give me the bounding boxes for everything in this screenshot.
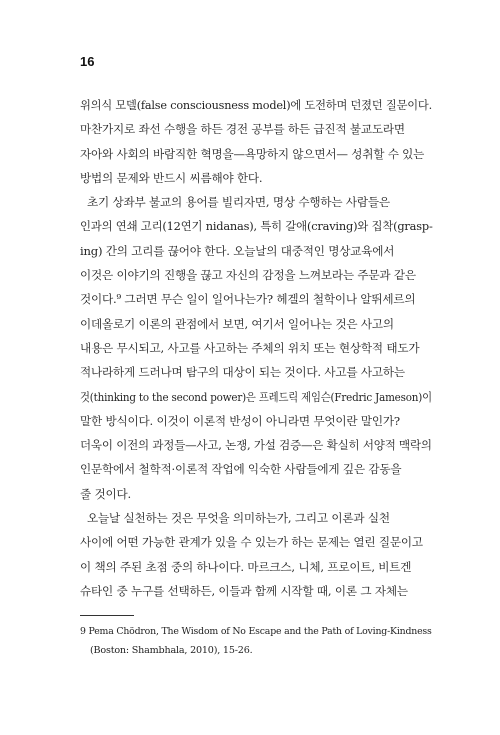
text-line: 더욱이 이전의 과정들—사고, 논쟁, 가설 검증—은 확실히 서양적 맥락의 xyxy=(80,438,432,453)
text-line: 적나라하게 드러나며 탐구의 대상이 되는 것이다. 사고를 사고하는 xyxy=(80,365,405,380)
text-line: 방법의 문제와 반드시 씨름해야 한다. xyxy=(80,170,263,185)
text-line: 오늘날 실천하는 것은 무엇을 의미하는가, 그리고 이론과 실천 xyxy=(80,511,390,526)
text-line: 것이다.⁹ 그러면 무슨 일이 일어나는가? 헤겔의 철학이나 알뛰세르의 xyxy=(80,292,416,307)
text-line: 내용은 무시되고, 사고를 사고하는 주체의 위치 또는 현상학적 태도가 xyxy=(80,340,420,355)
text-line: 이데올로기 이론의 관점에서 보면, 여기서 일어나는 것은 사고의 xyxy=(80,316,394,331)
text-line: 자아와 사회의 바람직한 혁명을—욕망하지 않으면서— 성취할 수 있는 xyxy=(80,146,425,161)
page-number: 16 xyxy=(80,54,95,69)
footnote-line: (Boston: Shambhala, 2010), 15-26. xyxy=(90,645,253,656)
text-line: ing) 간의 고리를 끊어야 한다. 오늘날의 대중적인 명상교육에서 xyxy=(80,243,395,258)
text-line: 사이에 어떤 가능한 관계가 있을 수 있는가 하는 문제는 열린 질문이고 xyxy=(80,535,423,550)
footnote xyxy=(80,622,432,660)
text-line: 슈타인 중 누구를 선택하든, 이들과 함께 시작할 때, 이론 그 자체는 xyxy=(80,583,408,598)
text-line: 이 책의 주된 초점 중의 하나이다. 마르크스, 니체, 프로이트, 비트겐 xyxy=(80,559,412,574)
text-line: 줄 것이다. xyxy=(80,486,131,501)
text-line: 인과의 연쇄 고리(12연기 nidanas), 특히 갈애(craving)와 집착(grasp- xyxy=(80,219,433,234)
text-line: 초기 상좌부 불교의 용어를 빌리자면, 명상 수행하는 사람들은 xyxy=(80,195,390,210)
footnote-divider xyxy=(80,615,134,616)
text-line: 위의식 모델(false consciousness model)에 도전하며 던졌던 질문이다. xyxy=(80,98,432,112)
footnote-line: 9 Pema Chödron, The Wisdom of No Escape and the Path of Loving-Kindness xyxy=(80,626,432,637)
text-line: 마찬가지로 좌선 수행을 하든 경전 공부를 하든 급진적 불교도라면 xyxy=(80,122,405,137)
text-line: 것(thinking to the second power)은 프레드릭 제임슨(Fredric Jameson)이 xyxy=(80,389,432,404)
text-line: 말한 방식이다. 이것이 이론적 반성이 아니라면 무엇이란 말인가? xyxy=(80,413,400,428)
body-text xyxy=(80,93,432,603)
text-line: 이것은 이야기의 진행을 끊고 자신의 감정을 느껴보라는 주문과 같은 xyxy=(80,268,416,283)
text-line: 인문학에서 철학적·이론적 작업에 익숙한 사람들에게 깊은 감동을 xyxy=(80,462,402,477)
